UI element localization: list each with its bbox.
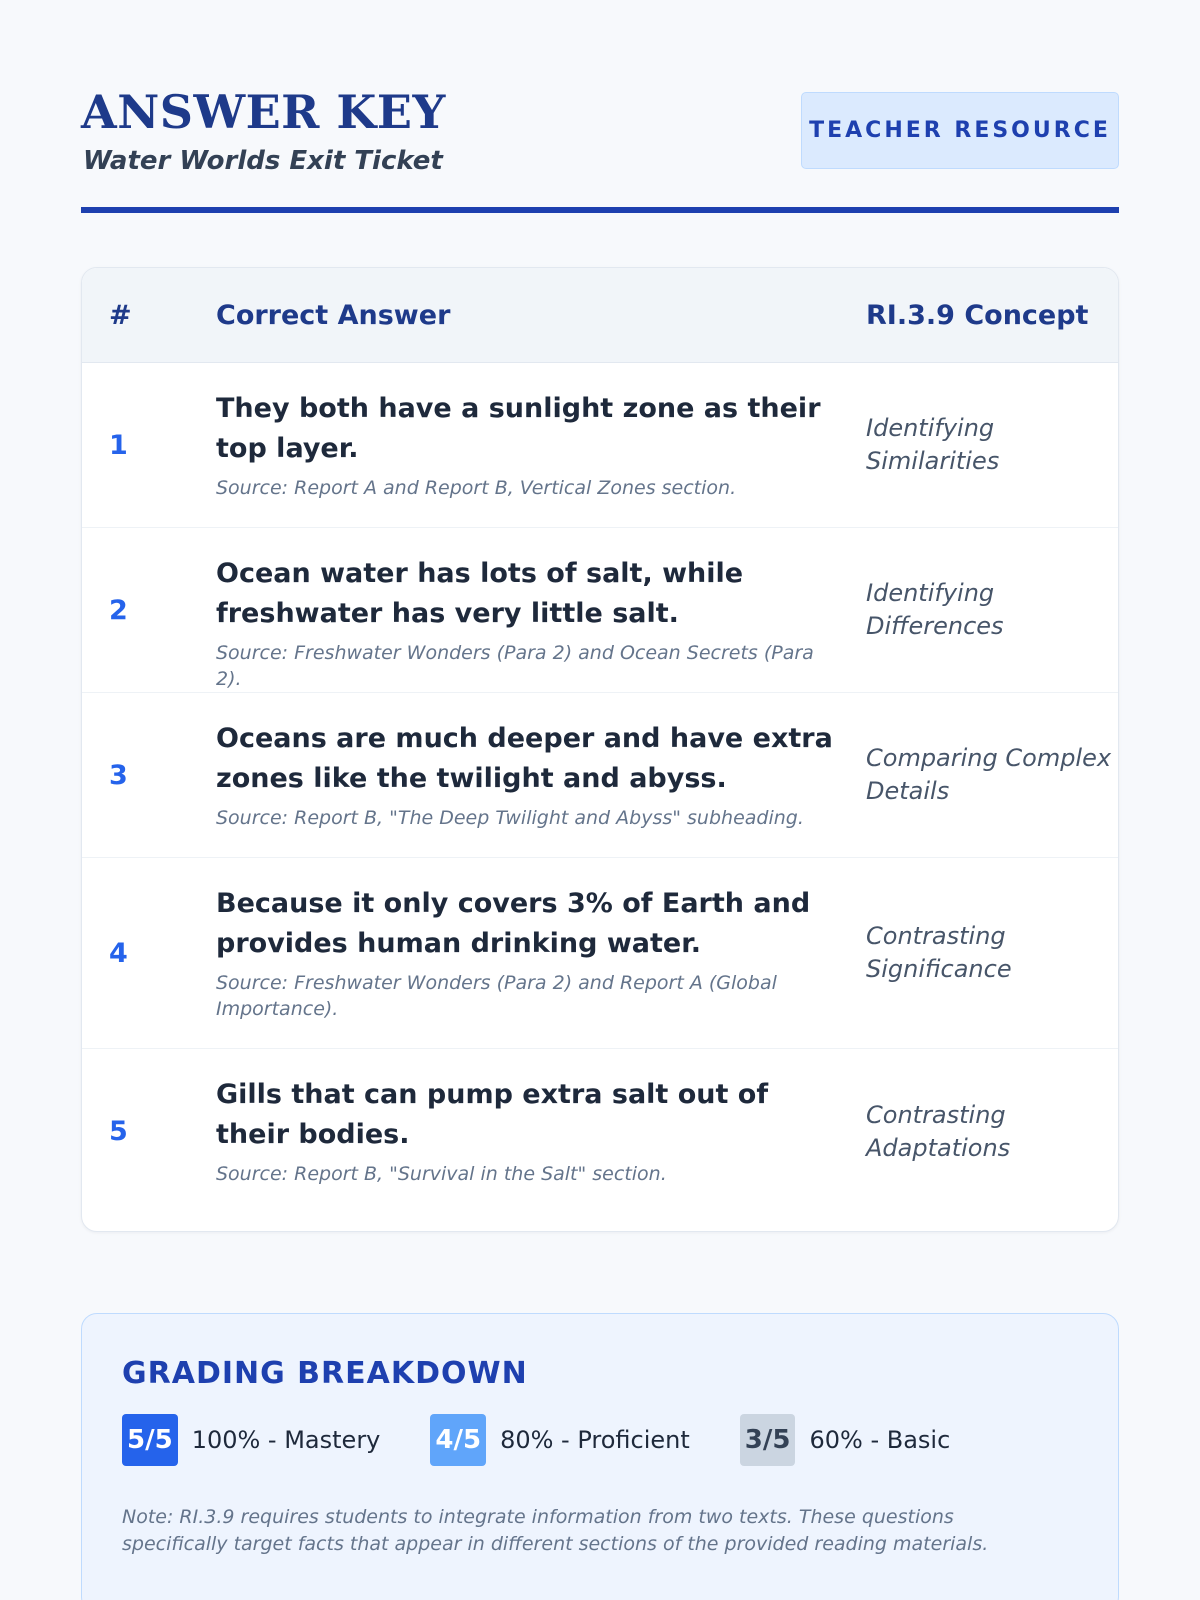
concept-label: Identifying Differences — [866, 579, 1004, 640]
grading-note: Note: RI.3.9 requires students to integrate information from two texts. These questions specifically target facts that appear in different sections of the provided reading materials. — [122, 1506, 989, 1555]
table-row — [82, 363, 1118, 528]
answer-cell — [216, 884, 836, 1022]
correct-answer: Because it only covers 3% of Earth and provides human drinking water. — [216, 888, 811, 959]
grade-level-proficient — [430, 1414, 689, 1466]
concept-label: Identifying Similarities — [866, 414, 1000, 475]
header-divider — [81, 207, 1119, 213]
answer-source: Source: Freshwater Wonders (Para 2) and Ocean Secrets (Para 2). — [216, 642, 814, 690]
answer-cell — [216, 719, 836, 831]
page-header — [81, 0, 1119, 215]
table-header-row — [82, 268, 1118, 363]
column-header-number: # — [109, 300, 132, 331]
correct-answer: They both have a sunlight zone as their top layer. — [216, 393, 821, 464]
score-badge: 5/5 — [122, 1414, 178, 1466]
grade-label: 80% - Proficient — [500, 1426, 690, 1454]
question-number: 4 — [109, 937, 128, 969]
question-number: 5 — [109, 1116, 128, 1147]
concept-label: Comparing Complex Details — [866, 744, 1112, 805]
grading-title: GRADING BREAKDOWN — [122, 1356, 528, 1391]
grade-level-mastery — [122, 1414, 380, 1466]
page-subtitle: Water Worlds Exit Ticket — [83, 146, 443, 176]
column-header-answer: Correct Answer — [216, 300, 451, 331]
correct-answer: Ocean water has lots of salt, while freshwater has very little salt. — [216, 558, 744, 629]
grading-breakdown-panel — [81, 1313, 1119, 1600]
question-number: 3 — [109, 759, 128, 791]
column-header-concept: RI.3.9 Concept — [866, 300, 1089, 331]
question-number: 1 — [109, 429, 128, 461]
correct-answer: Gills that can pump extra salt out of their bodies. — [216, 1079, 769, 1150]
answer-cell — [216, 1075, 836, 1187]
table-row — [82, 858, 1118, 1049]
teacher-resource-badge: TEACHER RESOURCE — [801, 92, 1119, 169]
grade-level-basic — [740, 1414, 951, 1466]
concept-label: Contrasting Adaptations — [866, 1100, 1011, 1162]
answer-source: Source: Report A and Report B, Vertical Zones section. — [216, 477, 737, 499]
answer-source: Source: Freshwater Wonders (Para 2) and Report A (Global Importance). — [216, 972, 777, 1020]
grade-label: 100% - Mastery — [191, 1426, 381, 1454]
correct-answer: Oceans are much deeper and have extra zones like the twilight and abyss. — [216, 723, 833, 794]
concept-label: Contrasting Significance — [866, 922, 1012, 983]
table-row — [82, 528, 1118, 693]
question-number: 2 — [109, 594, 128, 626]
answer-source: Source: Report B, "Survival in the Salt" section. — [216, 1163, 667, 1185]
answer-source: Source: Report B, "The Deep Twilight and Abyss" subheading. — [216, 807, 804, 829]
grade-label: 60% - Basic — [809, 1426, 951, 1454]
answer-cell — [216, 554, 836, 692]
answer-table — [81, 267, 1119, 1232]
page-title: ANSWER KEY — [81, 85, 446, 139]
score-badge: 3/5 — [740, 1414, 796, 1466]
grade-levels — [122, 1414, 1000, 1466]
score-badge: 4/5 — [430, 1414, 486, 1466]
table-row — [82, 1049, 1118, 1214]
table-row — [82, 693, 1118, 858]
answer-cell — [216, 389, 836, 501]
